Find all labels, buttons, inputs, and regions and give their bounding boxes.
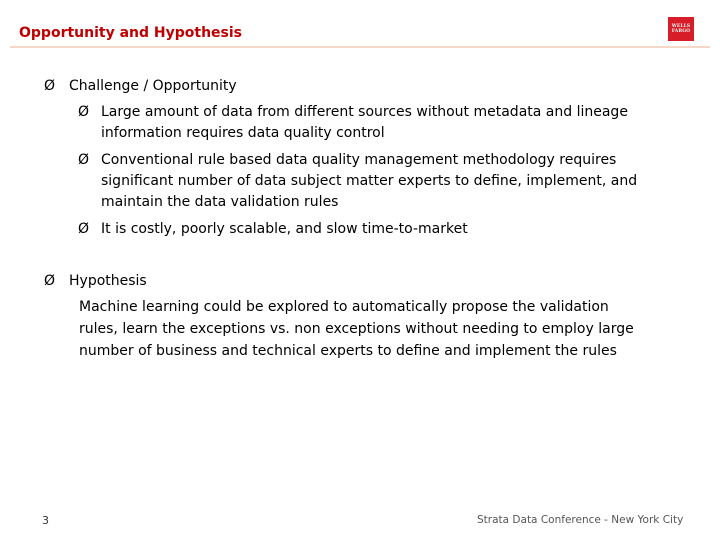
title-underline	[10, 46, 710, 48]
sub-bullet-text	[101, 219, 468, 240]
wells-fargo-logo	[668, 17, 694, 41]
hypothesis-body	[79, 296, 634, 362]
text-line: It is costly, poorly scalable, and slow time-to-market	[101, 221, 468, 237]
bullet-heading: Hypothesis	[69, 273, 147, 289]
text-line: Large amount of data from different sources without metadata and lineage	[101, 104, 628, 120]
footer-text: Strata Data Conference - New York City	[477, 514, 684, 526]
logo-line-2: FARGO	[671, 29, 691, 34]
arrow-bullet-icon: Ø	[44, 273, 56, 289]
arrow-bullet-icon: Ø	[78, 221, 90, 237]
text-line: rules, learn the exceptions vs. non exceptions without needing to employ large	[79, 321, 634, 337]
bullet-heading: Challenge / Opportunity	[69, 78, 237, 94]
arrow-bullet-icon: Ø	[78, 152, 90, 168]
arrow-bullet-icon: Ø	[78, 104, 90, 120]
page-number: 3	[42, 514, 49, 527]
text-line: number of business and technical experts to define and implement the rules	[79, 343, 617, 359]
logo-line-1: WELLS	[671, 23, 691, 29]
text-line: significant number of data subject matter experts to define, implement, and	[101, 173, 638, 189]
arrow-bullet-icon: Ø	[44, 78, 56, 94]
sub-bullet-text	[101, 150, 637, 213]
text-line: Machine learning could be explored to automatically propose the validation	[79, 299, 609, 315]
text-line: maintain the data validation rules	[101, 194, 339, 210]
text-line: Conventional rule based data quality management methodology requires	[101, 152, 617, 168]
sub-bullet-text	[101, 102, 628, 144]
slide-title: Opportunity and Hypothesis	[19, 25, 242, 41]
text-line: information requires data quality control	[101, 125, 385, 141]
